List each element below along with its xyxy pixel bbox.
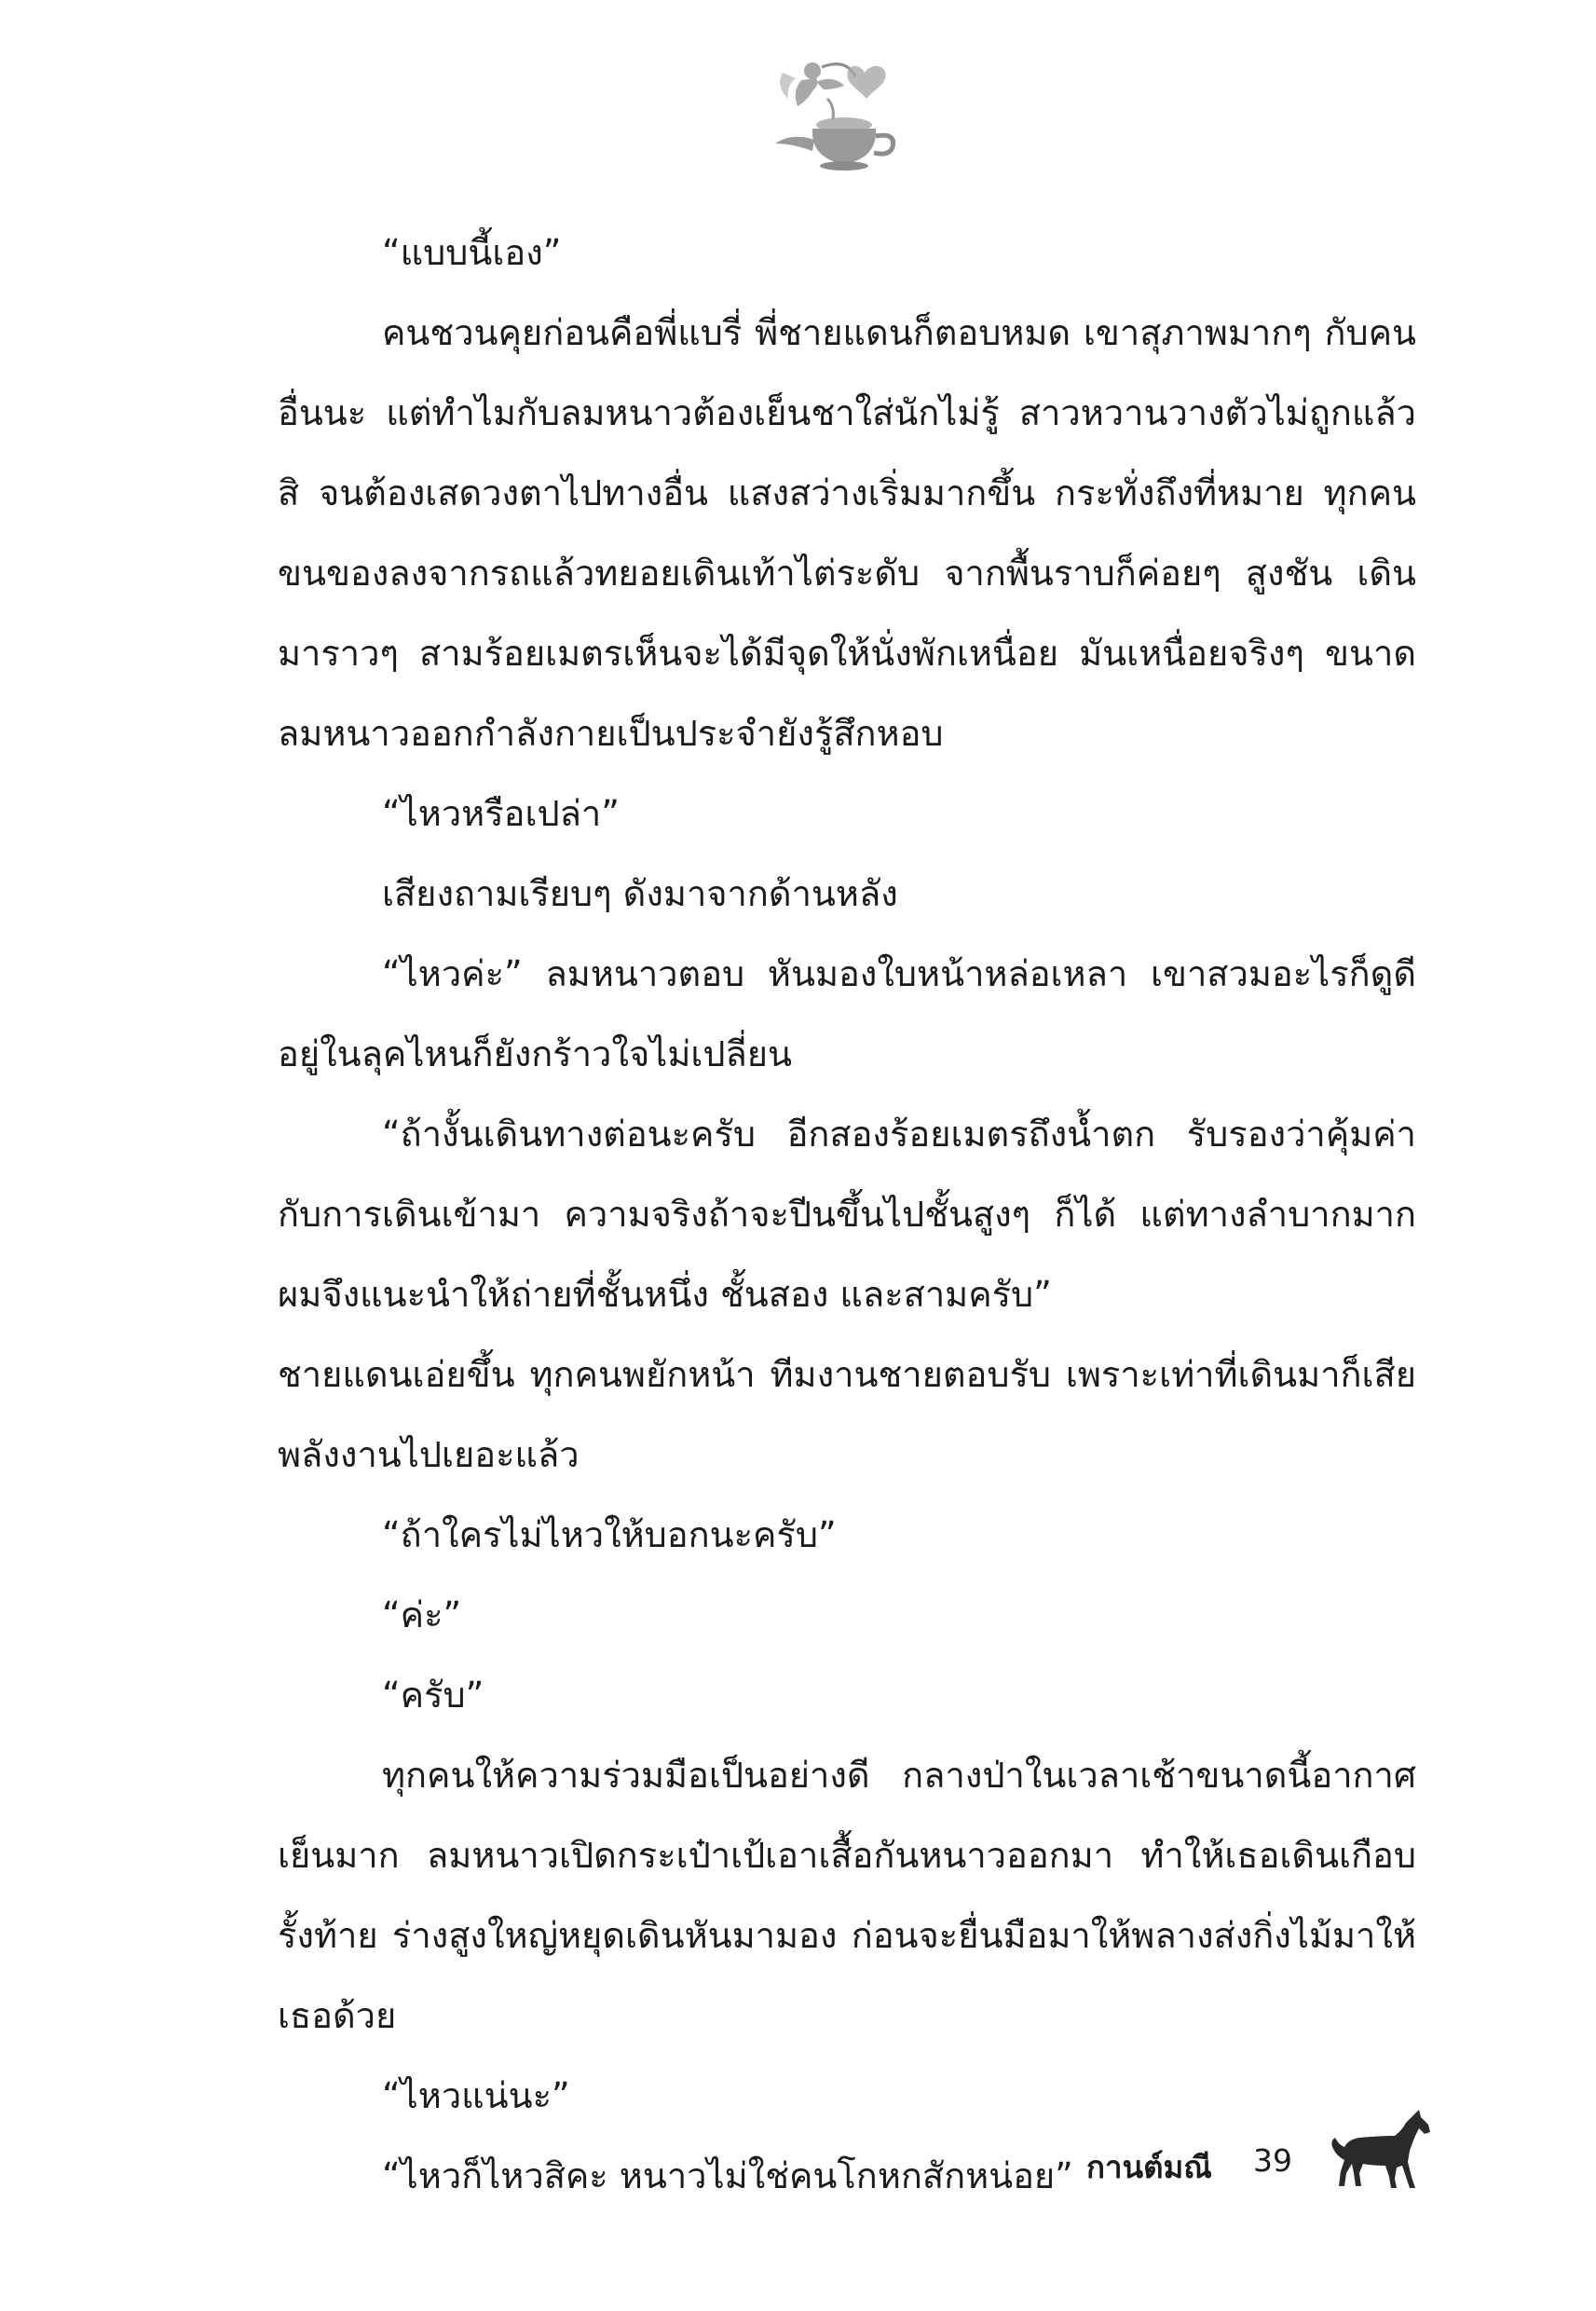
paragraph: เสียงถามเรียบๆ ดังมาจากด้านหลัง [382,873,898,914]
paragraph: “ไหวค่ะ” ลมหนาวตอบ หันมองใบหน้าหล่อเหลา เขาสวมอะไรก็ดูดี อยู่ในลุคไหนก็ยังกร้าวใจไม่เปลี่ยน [278,953,1416,1074]
paragraph: ทุกคนให้ความร่วมมือเป็นอย่างดี กลางป่าในเวลาเช้าขนาดนี้อากาศเย็นมาก ลมหนาวเปิดกระเป๋าเป้เอาเสื้อกันหนาวออกมา ทำให้เธอเดินเกือบรั้งท้าย ร่างสูงใหญ่หยุดเดินหันมามอง ก่อนจะยื่นมือมาให้พลางส่งกิ่งไม้มาให้เธอด้วย [278,1755,1416,2036]
paragraph: “ไหวแน่นะ” [382,2075,570,2116]
paragraph: “ค่ะ” [382,1594,462,1635]
paragraph: “แบบนี้เอง” [382,232,562,273]
paragraph: ชายแดนเอ่ยขึ้น ทุกคนพยักหน้า ทีมงานชายตอบรับ เพราะเท่าที่เดินมาก็เสียพลังงานไปเยอะแล้ว [278,1354,1416,1475]
page-number: 39 [1253,2142,1292,2179]
paragraph: “ไหวก็ไหวสิคะ หนาวไม่ใช่คนโกหกสักหน่อย” [382,2155,1073,2196]
book-title: กานต์มณี [1086,2149,1212,2185]
horse-icon [1328,2108,1435,2192]
paragraph: คนชวนคุยก่อนคือพี่แบรี่ พี่ชายแดนก็ตอบหมด เขาสุภาพมากๆ กับคนอื่นนะ แต่ทำไมกับลมหนาวต้องเย็นชาใส่นักไม่รู้ สาวหวานวางตัวไม่ถูกแล้วสิ จนต้องเสดวงตาไปทางอื่น แสงสว่างเริ่มมากขึ้น กระทั่งถึงที่หมาย ทุกคนขนของลงจากรถแล้วทยอยเดินเท้าไต่ระดับ จากพื้นราบก็ค่อยๆ สูงชัน เดินมาราวๆ สามร้อยเมตรเห็นจะได้มีจุดให้นั่งพักเหนื่อย มันเหนื่อยจริงๆ ขนาดลมหนาวออกกำลังกายเป็นประจำยังรู้สึกหอบ [278,312,1416,754]
body-text [278,212,1416,2216]
paragraph: “ไหวหรือเปล่า” [382,793,620,834]
paragraph: “ครับ” [382,1675,484,1716]
paragraph: “ถ้างั้นเดินทางต่อนะครับ อีกสองร้อยเมตรถึงน้ำตก รับรองว่าคุ้มค่ากับการเดินเข้ามา ความจริงถ้าจะปีนขึ้นไปชั้นสูงๆ ก็ได้ แต่ทางลำบากมาก ผมจึงแนะนำให้ถ่ายที่ชั้นหนึ่ง ชั้นสอง และสามครับ” [278,1114,1416,1315]
cupid-teapot-icon [755,54,913,175]
paragraph: “ถ้าใครไม่ไหวให้บอกนะครับ” [382,1514,837,1555]
